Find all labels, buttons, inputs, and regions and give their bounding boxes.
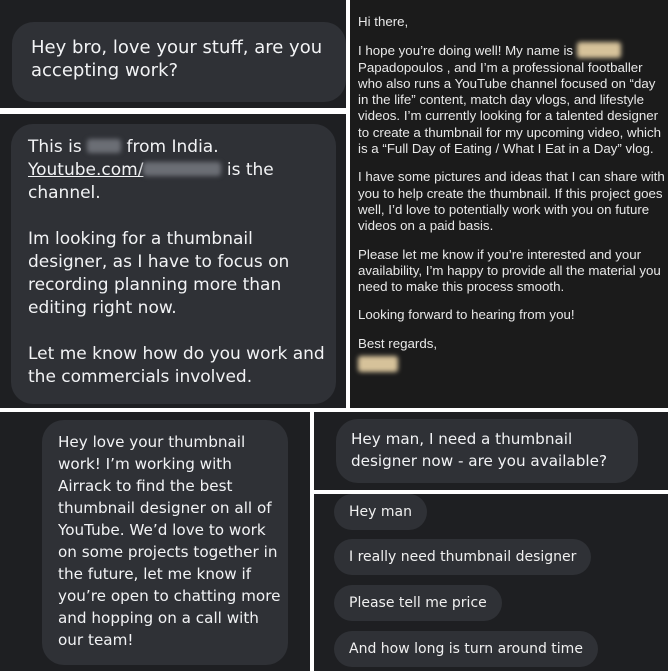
youtube-link[interactable]: Youtube.com/ — [28, 160, 144, 180]
dm-bubble: Hey man — [334, 494, 427, 530]
email-paragraph: I hope you’re doing well! My name is Papadopoulos , and I’m a professional footballer who also runs a YouTube channel focused on “day in the life” content, match day vlogs, and lifestyle videos. I’m currently looking for a talented designer to create a thumbnail for my upcoming video, which is a “Full Day of Eating / What I Eat in a Day” vlog. — [358, 43, 662, 157]
message-paragraph: Im looking for a thumbnail designer, as I have to focus on recording planning more than editing right now. — [28, 229, 290, 318]
dm-bubble: And how long is turn around time — [334, 631, 598, 667]
message-bubble — [11, 124, 336, 404]
panel-dm-thread — [314, 494, 668, 671]
dm-bubble: I really need thumbnail designer — [334, 539, 591, 575]
panel-accepting-work — [0, 0, 346, 108]
email-signature — [358, 356, 665, 373]
panel-india-channel — [0, 114, 346, 408]
message-text: Hey bro, love your stuff, are you accepting work? — [31, 37, 323, 81]
message-bubble — [12, 22, 346, 102]
message-paragraph: Let me know how do you work and the commercials involved. — [28, 344, 325, 387]
redacted-channel — [143, 162, 221, 176]
message-bubble — [42, 420, 288, 665]
email-body — [358, 14, 665, 385]
message-line-channel: Youtube.com/ is the — [28, 160, 274, 180]
panel-email — [350, 0, 668, 408]
panel-airrack — [0, 412, 310, 671]
email-paragraph: Please let me know if you’re interested and your availability, I’m happy to provide all the material you need to make this process smooth. — [358, 246, 661, 295]
message-text: Hey love your thumbnail work! I’m working with Airrack to find the best thumbnail designer on all of YouTube. We’d love to work on some projects together in the future, let me know if you’re open to chatting more and hopping on a call with our team! — [58, 433, 281, 649]
redacted-name — [577, 42, 621, 58]
email-closing: Best regards, — [358, 335, 438, 351]
redacted-name — [87, 139, 121, 153]
message-text: Hey man, I need a thumbnail designer now - are you available? — [351, 430, 608, 470]
message-line-intro: This is from India. — [28, 137, 219, 157]
message-bubble — [336, 419, 638, 483]
email-paragraph: I have some pictures and ideas that I can share with you to help create the thumbnail. If this project goes well, I’d love to potentially work with you on future videos on a paid basis. — [358, 169, 665, 234]
email-paragraph: Looking forward to hearing from you! — [358, 307, 575, 323]
dm-bubble: Please tell me price — [334, 585, 502, 621]
email-greeting: Hi there, — [358, 14, 409, 29]
panel-need-designer — [314, 412, 668, 490]
redacted-signature — [358, 356, 398, 372]
message-line: channel. — [28, 183, 101, 203]
